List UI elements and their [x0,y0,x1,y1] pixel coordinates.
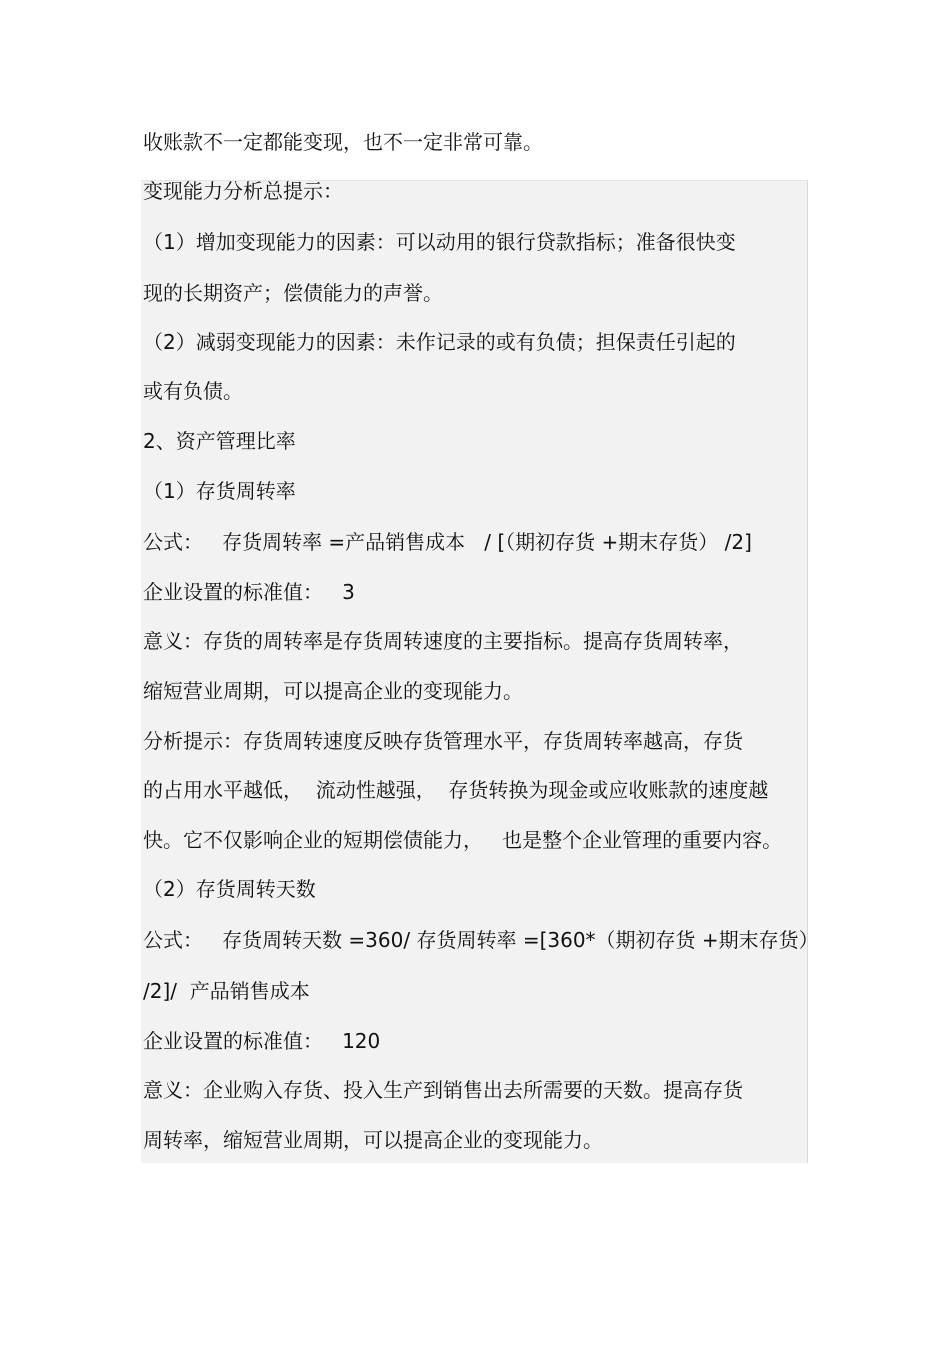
text-line: 意义：存货的周转率是存货周转速度的主要指标。提高存货周转率， [143,629,743,653]
text-line: 现的长期资产；偿债能力的声誉。 [143,281,443,305]
formula-line: 公式： 存货周转天数 =360/ 存货周转率 =[360*（期初存货 +期末存货） [143,928,819,952]
standard-value-line: 企业设置的标准值： 120 [143,1029,381,1053]
text-line: （1）增加变现能力的因素：可以动用的银行贷款指标；准备很快变 [143,230,736,254]
text-line: 变现能力分析总提示： [143,179,343,203]
standard-value-line: 企业设置的标准值： 3 [143,580,355,604]
text-line: 的占用水平越低， 流动性越强， 存货转换为现金或应收账款的速度越 [143,778,769,802]
text-line: 或有负债。 [143,379,243,403]
text-line: 分析提示：存货周转速度反映存货管理水平，存货周转率越高，存货 [143,729,743,753]
formula-line: /2]/ 产品销售成本 [143,979,310,1003]
formula-line: 公式： 存货周转率 =产品销售成本 / [（期初存货 +期末存货） /2] [143,530,752,554]
text-line: （2）减弱变现能力的因素：未作记录的或有负债；担保责任引起的 [143,330,736,354]
subsection-heading: （2）存货周转天数 [143,877,316,901]
text-line: 意义：企业购入存货、投入生产到销售出去所需要的天数。提高存货 [143,1078,743,1102]
text-line: 快。它不仅影响企业的短期偿债能力， 也是整个企业管理的重要内容。 [143,828,783,852]
text-line: 收账款不一定都能变现，也不一定非常可靠。 [143,130,543,154]
section-heading: 2、资产管理比率 [143,429,296,453]
text-line: 周转率，缩短营业周期，可以提高企业的变现能力。 [143,1128,603,1152]
text-line: 缩短营业周期，可以提高企业的变现能力。 [143,679,523,703]
subsection-heading: （1）存货周转率 [143,479,296,503]
